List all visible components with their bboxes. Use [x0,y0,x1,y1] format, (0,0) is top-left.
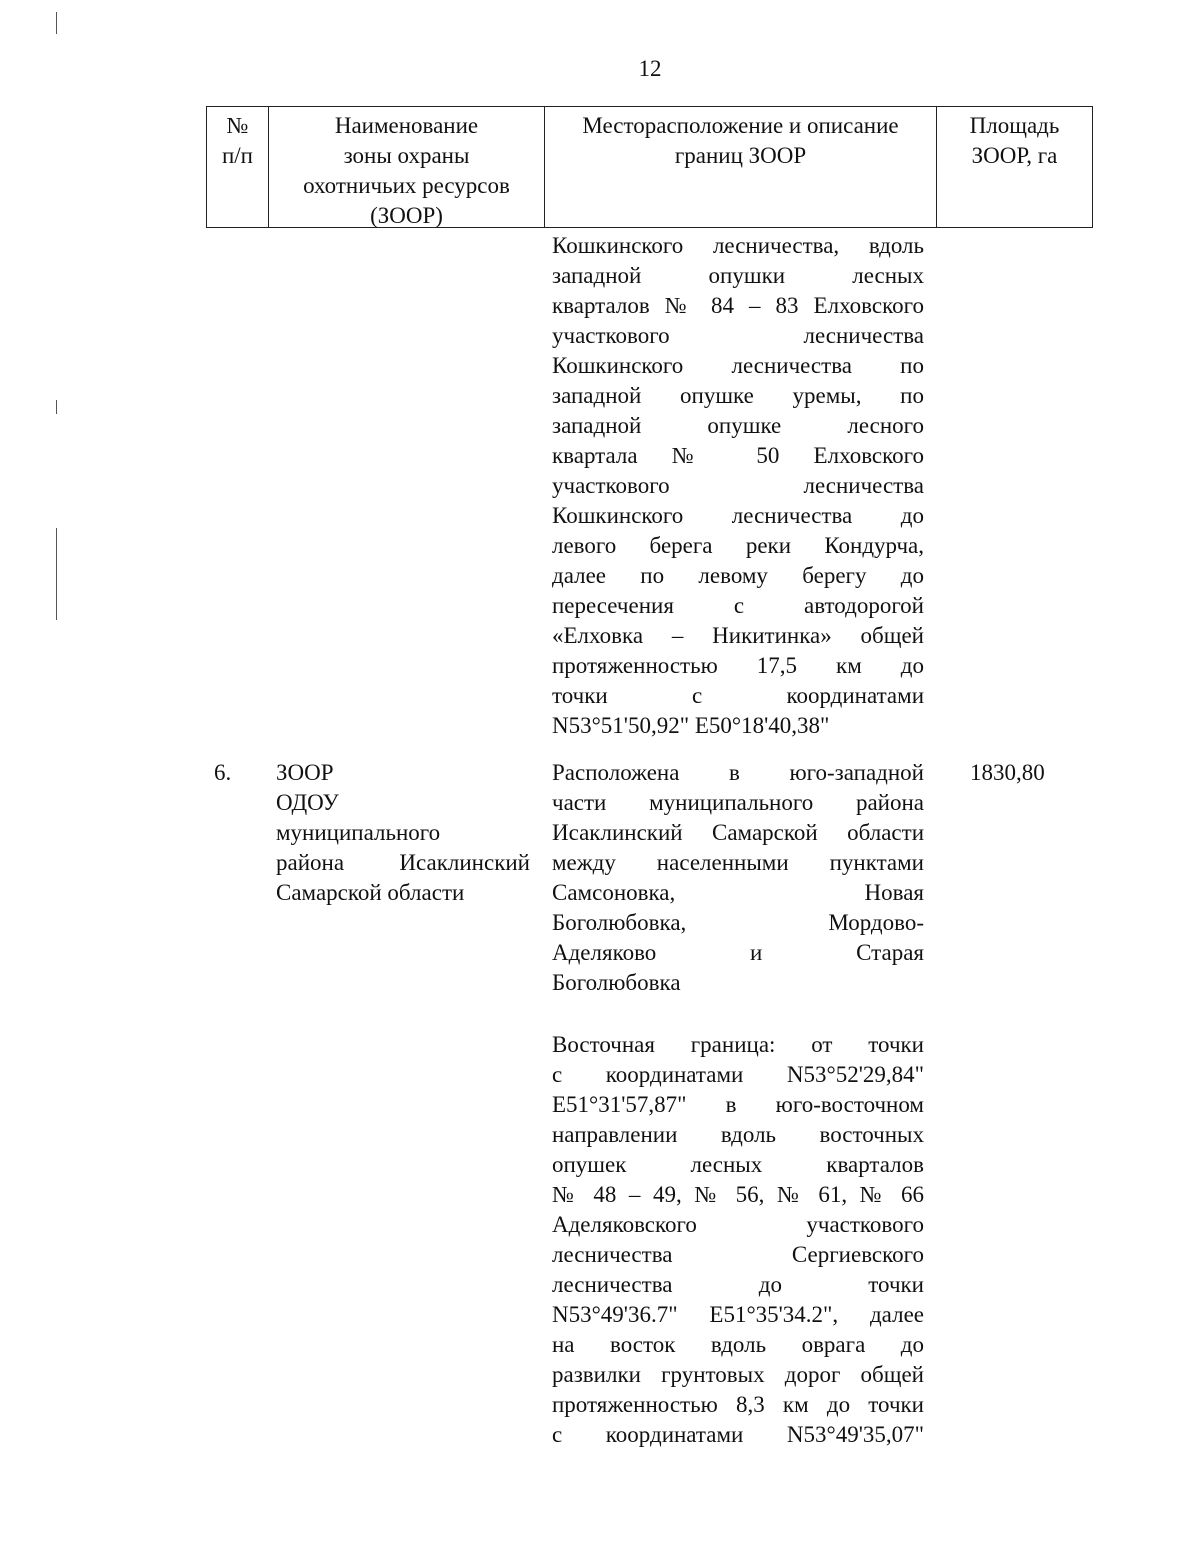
text-line: кварталов № 84 – 83 Елховского [552,293,924,318]
zone-name [276,758,530,908]
header-name-column [269,107,545,227]
text-line: с координатами N53°49'35,07" [552,1422,924,1447]
header-text: зоны охраны [343,143,470,168]
text-line: протяженностью 17,5 км до [552,653,924,678]
text-line: E51°31'57,87" в юго-восточном [552,1092,924,1117]
scan-artifact [56,400,57,414]
text-line: пересечения с автодорогой [552,593,924,618]
header-text: Месторасположение и описание [582,113,899,138]
text-line: участкового лесничества [552,323,924,348]
header-area-column [937,107,1092,227]
text-line: лесничества Сергиевского [552,1242,924,1267]
header-number-column [207,107,269,227]
text-line: западной опушке лесного [552,413,924,438]
text-line: западной опушки лесных [552,263,924,288]
text-line: N53°49'36.7" E51°35'34.2", далее [552,1302,924,1327]
header-text: п/п [221,143,253,168]
header-text: Наименование [334,113,479,138]
zone-area: 1830,80 [970,760,1045,785]
text-line: Аделяково и Старая [552,940,924,965]
page-number: 12 [638,56,662,81]
text-line: развилки грунтовых дорог общей [552,1362,924,1387]
text-line: N53°51'50,92" E50°18'40,38" [552,713,830,738]
table-header [206,106,1093,228]
text-line: района Исаклинский [276,850,530,875]
text-line: Аделяковского участкового [552,1212,924,1237]
row-number: 6. [214,760,232,785]
text-line: ЗООР [276,760,334,785]
text-line: Боголюбовка [552,970,681,995]
text-line: Самарской области [276,880,465,905]
text-line: на восток вдоль оврага до [552,1332,924,1357]
scan-artifact [56,528,57,620]
header-text: Площадь [969,113,1060,138]
text-line: направлении вдоль восточных [552,1122,924,1147]
text-line: Самсоновка, Новая [552,880,924,905]
text-line: между населенными пунктами [552,850,924,875]
header-text: ЗООР, га [971,143,1058,168]
text-line: части муниципального района [552,790,924,815]
header-text: (ЗООР) [370,203,443,228]
text-line: участкового лесничества [552,473,924,498]
text-line: далее по левому берегу до [552,563,924,588]
header-text: № [226,113,249,138]
east-border-description [552,1030,924,1450]
text-line: Боголюбовка, Мордово- [552,910,924,935]
text-line: левого берега реки Кондурча, [552,533,924,558]
continuation-location-text [552,231,924,741]
text-line: лесничества до точки [552,1272,924,1297]
text-line: Исаклинский Самарской области [552,820,924,845]
text-line: опушек лесных кварталов [552,1152,924,1177]
header-text: охотничьих ресурсов [303,173,510,198]
text-line: западной опушке уремы, по [552,383,924,408]
text-line: с координатами N53°52'29,84" [552,1062,924,1087]
text-line: Расположена в юго-западной [552,760,924,785]
header-text: границ ЗООР [674,143,807,168]
text-line: протяженностью 8,3 км до точки [552,1392,924,1417]
zone-location-description [552,758,924,998]
scan-artifact [56,12,57,34]
text-line: «Елховка – Никитинка» общей [552,623,924,648]
text-line: Восточная граница: от точки [552,1032,924,1057]
text-line: квартала № 50 Елховского [552,443,924,468]
text-line: № 48 – 49, № 56, № 61, № 66 [552,1182,924,1207]
text-line: Кошкинского лесничества по [552,353,924,378]
text-line: Кошкинского лесничества до [552,503,924,528]
header-location-column [545,107,937,227]
text-line: Кошкинского лесничества, вдоль [552,233,924,258]
text-line: ОДОУ [276,790,339,815]
text-line: точки с координатами [552,683,924,708]
text-line: муниципального [276,820,441,845]
